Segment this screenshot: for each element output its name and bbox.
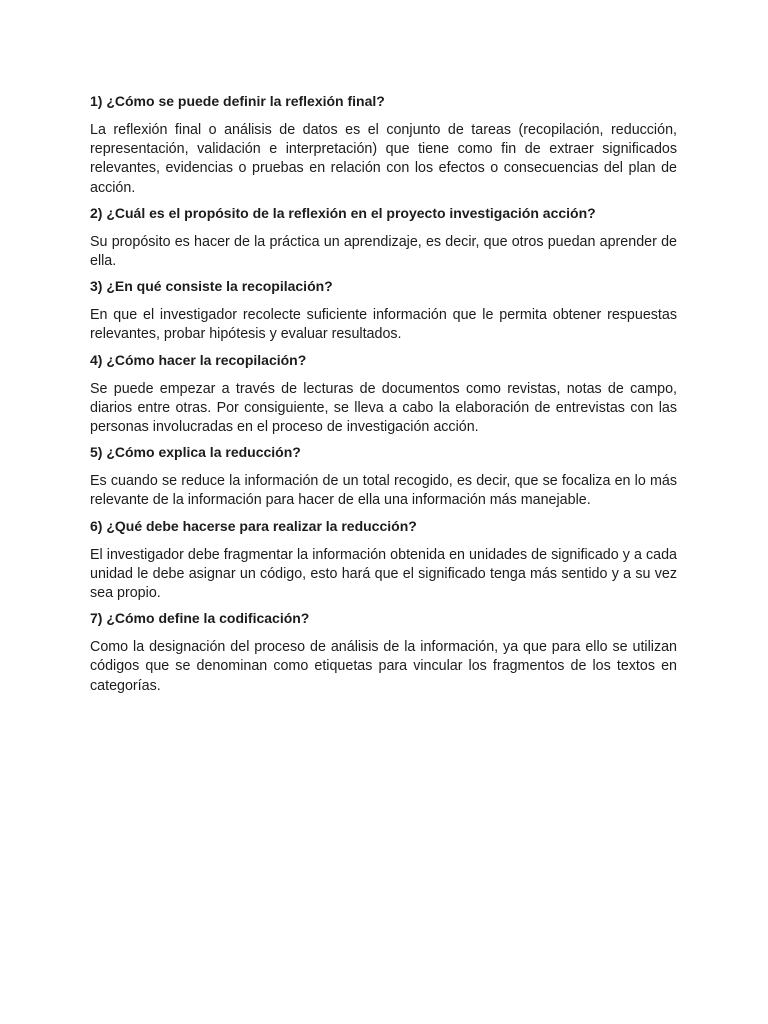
answer-4: Se puede empezar a través de lecturas de documentos como revistas, notas de campo, diarios entre otras. Por consiguiente, se lleva a cabo la elaboración de entrevistas con las personas involucradas en el proceso de investigación acción.	[90, 380, 677, 436]
answer-3: En que el investigador recolecte suficiente información que le permita obtener respuestas relevantes, probar hipótesis y evaluar resultados.	[90, 307, 677, 343]
qa-item-1	[90, 92, 677, 198]
answer-2: Su propósito es hacer de la práctica un aprendizaje, es decir, que otros puedan aprender de ella.	[90, 233, 677, 270]
answer-6: El investigador debe fragmentar la información obtenida en unidades de significado y a cada unidad le debe asignar un código, esto hará que el significado tenga más sentido y a su vez sea propio.	[90, 546, 677, 602]
question-2: 2) ¿Cuál es el propósito de la reflexión en el proyecto investigación acción?	[90, 204, 596, 221]
question-4: 4) ¿Cómo hacer la recopilación?	[90, 351, 307, 368]
qa-item-3	[90, 277, 677, 344]
question-7: 7) ¿Cómo define la codificación?	[90, 610, 310, 627]
qa-item-4	[90, 351, 677, 438]
question-3: 3) ¿En qué consiste la recopilación?	[90, 278, 333, 295]
qa-item-5	[90, 443, 677, 510]
answer-7: Como la designación del proceso de análisis de la información, ya que para ello se utilizan códigos que se denominan como etiquetas para vincular los fragmentos de los textos en categorías.	[90, 639, 677, 694]
question-5: 5) ¿Cómo explica la reducción?	[90, 444, 301, 461]
question-6: 6) ¿Qué debe hacerse para realizar la reducción?	[90, 517, 417, 534]
question-1: 1) ¿Cómo se puede definir la reflexión final?	[90, 93, 385, 109]
qa-item-6	[90, 517, 677, 604]
answer-1: La reflexión final o análisis de datos es el conjunto de tareas (recopilación, reducción, representación, validación e interpretación) que tiene como fin de extraer significados relevantes, evidencias o pruebas en relación con los efectos o consecuencias del plan de acción.	[90, 122, 677, 196]
document-body	[90, 92, 677, 702]
answer-5: Es cuando se reduce la información de un total recogido, es decir, que se focaliza en lo más relevante de la información para hacer de ella una información más manejable.	[90, 473, 677, 509]
qa-item-7	[90, 609, 677, 696]
qa-item-2	[90, 204, 677, 271]
